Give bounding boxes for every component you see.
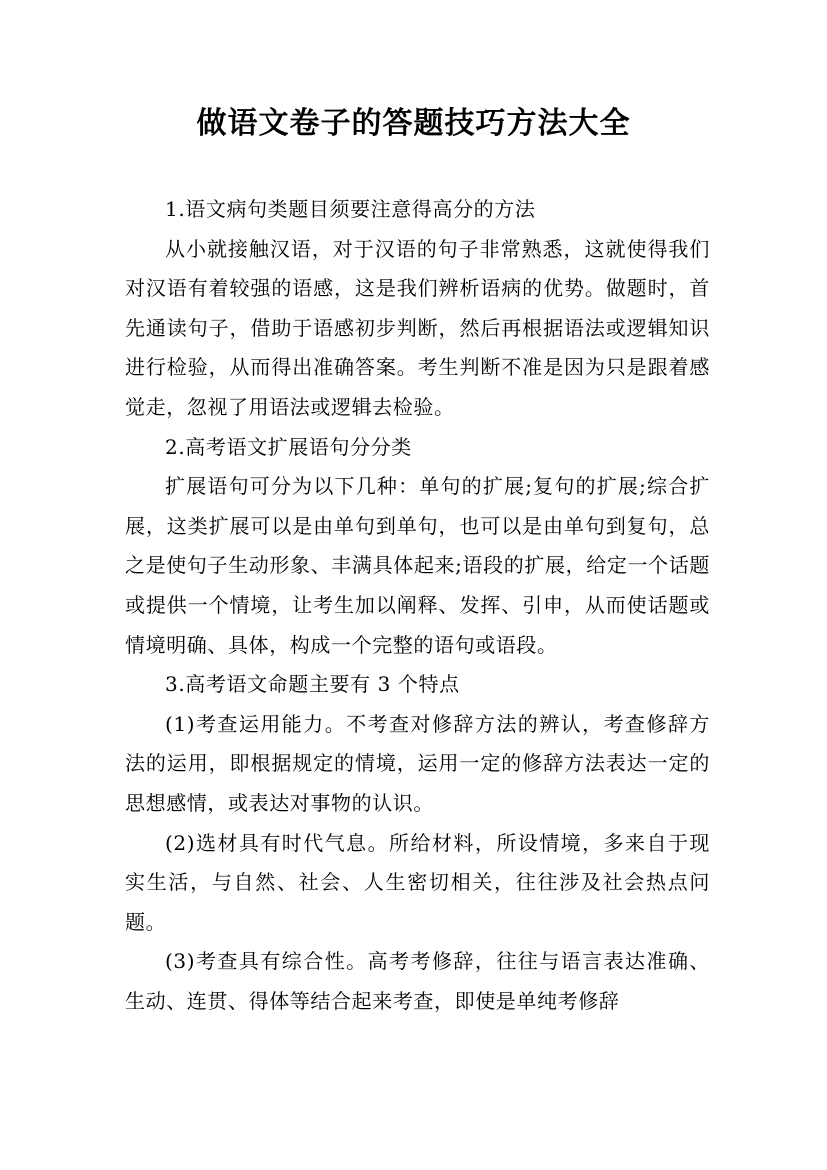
paragraph-3-2: (2)选材具有时代气息。所给材料，所设情境，多来自于现实生活，与自然、社会、人生密切相关，往往涉及社会热点问题。 (125, 830, 710, 934)
heading-1: 1.语文病句类题目须要注意得高分的方法 (165, 197, 536, 221)
document-title: 做语文卷子的答题技巧方法大全 (196, 106, 631, 141)
document-body (125, 190, 710, 1021)
paragraph-2: 扩展语句可分为以下几种：单句的扩展;复句的扩展;综合扩展，这类扩展可以是由单句到单句，也可以是由单句到复句，总之是使句子生动形象、丰满具体起来;语段的扩展，给定一个话题或提供一个情境，让考生加以阐释、发挥、引申，从而使话题或情境明确、具体，构成一个完整的语句或语段。 (125, 474, 710, 657)
paragraph-3-1: (1)考查运用能力。不考查对修辞方法的辨认，考查修辞方法的运用，即根据规定的情境，运用一定的修辞方法表达一定的思想感情，或表达对事物的认识。 (125, 711, 710, 815)
heading-2: 2.高考语文扩展语句分分类 (165, 434, 412, 459)
heading-3: 3.高考语文命题主要有 3 个特点 (165, 672, 460, 697)
paragraph-3-3: (3)考查具有综合性。高考考修辞，往往与语言表达准确、生动、连贯、得体等结合起来考查，即使是单纯考修辞 (125, 949, 710, 1013)
paragraph-1: 从小就接触汉语，对于汉语的句子非常熟悉，这就使得我们对汉语有着较强的语感，这是我们辨析语病的优势。做题时，首先通读句子，借助于语感初步判断，然后再根据语法或逻辑知识进行检验，从而得出准确答案。考生判断不准是因为只是跟着感觉走，忽视了用语法或逻辑去检验。 (125, 236, 710, 419)
